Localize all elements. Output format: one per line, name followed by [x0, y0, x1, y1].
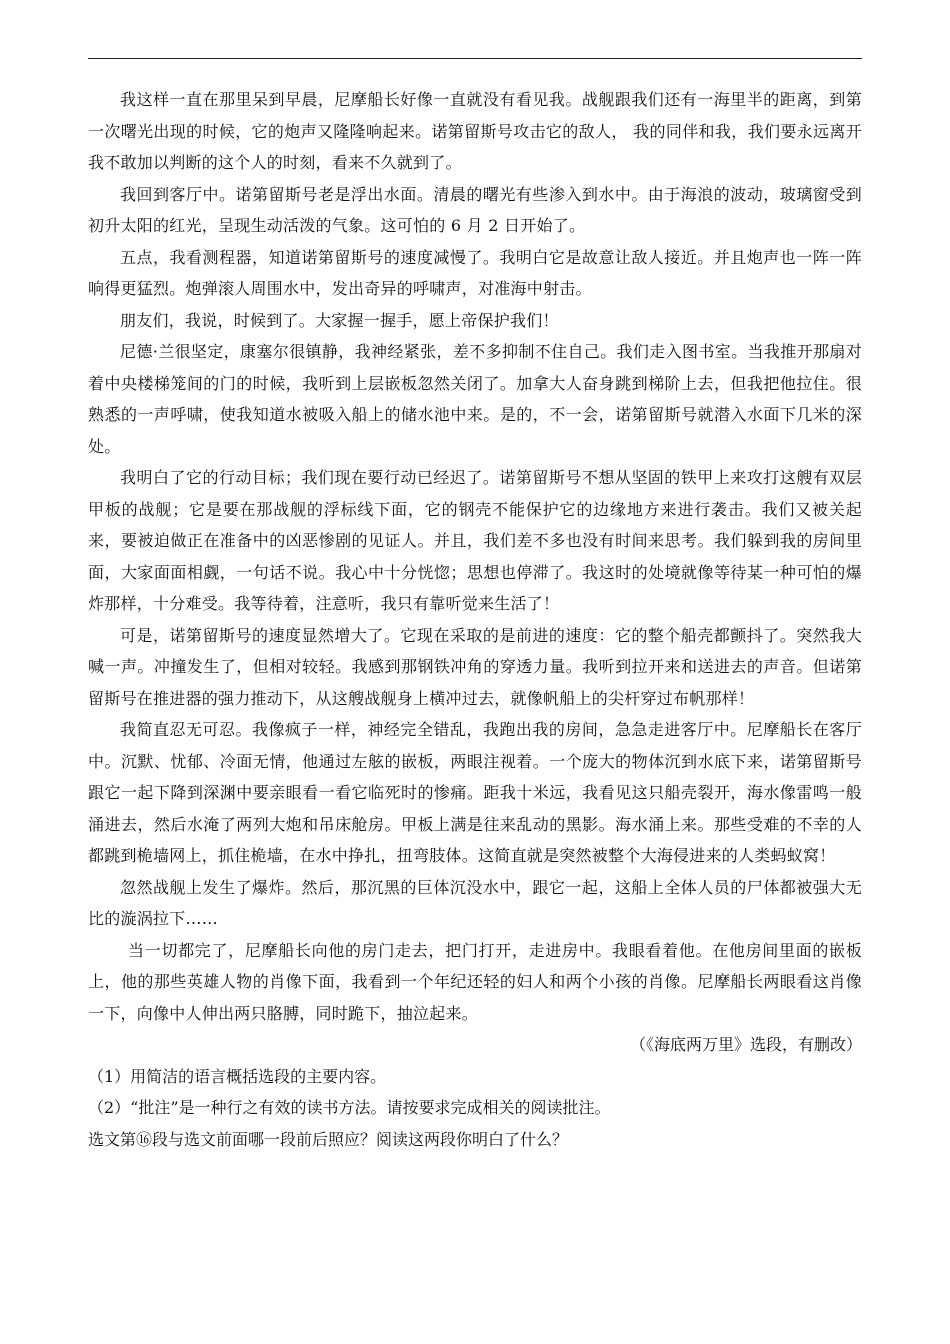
paragraph-3: 五点，我看测程器，知道诺第留斯号的速度减慢了。我明白它是故意让敌人接近。并且炮声也一阵一阵响得更猛烈。炮弹滚人周围水中，发出奇异的呼啸声，对准海中射击。 [88, 247, 862, 298]
paragraph-4: 朋友们，我说，时候到了。大家握一握手，愿上帝保护我们！ [120, 310, 559, 330]
paragraph-6: 我明白了它的行动目标；我们现在要行动已经迟了。诺第留斯号不想从坚固的铁甲上来攻打这艘有双层甲板的战舰；它是要在那战舰的浮标线下面，它的钢壳不能保护它的边缘地方来进行袭击。我们又被关起来，要被迫做正在准备中的凶恶惨剧的见证人。并且，我们差不多也没有时间来思考。我们躲到我的房间里面，大家面面相觑，一句话不说。我心中十分恍惚；思想也停滞了。我这时的处境就像等待某一种可怕的爆炸那样，十分难受。我等待着，注意听，我只有靠听觉来生活了！ [88, 468, 862, 613]
paragraph-8: 我简直忍无可忍。我像疯子一样，神经完全错乱，我跑出我的房间，急急走进客厅中。尼摩船长在客厅中。沉默、忧郁、冷面无情，他通过左舷的嵌板，两眼注视着。一个庞大的物体沉到水底下来，诺第留斯号跟它一起下降到深渊中要亲眼看一看它临死时的惨痛。距我十米远，我看见这只船壳裂开，海水像雷鸣一般涌进去，然后水淹了两列大炮和吊床舱房。甲板上满是往来乱动的黑影。海水涌上来。那些受难的不幸的人都跳到桅墙网上，抓住桅墙，在水中挣扎，扭弯肢体。这简直就是突然被整个大海侵进来的人类蚂蚁窝！ [88, 720, 862, 865]
source-citation: （《海底两万里》选段，有删改） [629, 1035, 862, 1054]
paragraph-5: 尼德·兰很坚定，康塞尔很镇静，我神经紧张，差不多抑制不住自己。我们走入图书室。当我推开那扇对着中央楼梯笼间的门的时候，我听到上层嵌板忽然关闭了。加拿大人奋身跳到梯阶上去，但我把他拉住。很熟悉的一声呼啸，使我知道水被吸入船上的储水池中来。是的，不一会，诺第留斯号就潜入水面下几米的深处。 [88, 342, 862, 456]
paragraph-1: 我这样一直在那里呆到早晨，尼摩船长好像一直就没有看见我。战舰跟我们还有一海里半的距离，到第一次曙光出现的时候，它的炮声又隆隆响起来。诺第留斯号攻击它的敌人， 我的同伴和我，我们要永远离开我不敢加以判断的这个人的时刻，看来不久就到了。 [88, 90, 862, 172]
header-rule [88, 58, 862, 59]
reading-passage [88, 84, 862, 1155]
question-1: （1）用简洁的语言概括选段的主要内容。 [88, 1066, 387, 1086]
paragraph-2: 我回到客厅中。诺第留斯号老是浮出水面。清晨的曙光有些渗入到水中。由于海浪的波动，玻璃窗受到初升太阳的红光，呈现生动活泼的气象。这可怕的 6 月 2 日开始了。 [88, 184, 862, 235]
question-2-prompt: 选文第⑯段与选文前面哪一段前后照应？阅读这两段你明白了什么？ [88, 1129, 569, 1149]
paragraph-7: 可是，诺第留斯号的速度显然增大了。它现在采取的是前进的速度：它的整个船壳都颤抖了。突然我大喊一声。冲撞发生了，但相对较轻。我感到那钢铁冲角的穿透力量。我听到拉开来和送进去的声音。但诺第留斯号在推进器的强力推动下，从这艘战舰身上横冲过去，就像帆船上的尖杆穿过布帆那样！ [88, 625, 862, 708]
paragraph-10: 当一切都完了，尼摩船长向他的房门走去，把门打开，走进房中。我眼看着他。在他房间里面的嵌板上，他的那些英雄人物的肖像下面，我看到一个年纪还轻的妇人和两个小孩的肖像。尼摩船长两眼看这肖像一下，向像中人伸出两只胳膊，同时跪下，抽泣起来。 [88, 940, 862, 1023]
question-2: （2）“批注”是一种行之有效的读书方法。请按要求完成相关的阅读批注。 [88, 1098, 611, 1117]
paragraph-9: 忽然战舰上发生了爆炸。然后，那沉黑的巨体沉没水中，跟它一起，这船上全体人员的尸体都被强大无比的漩涡拉下…… [88, 877, 862, 928]
